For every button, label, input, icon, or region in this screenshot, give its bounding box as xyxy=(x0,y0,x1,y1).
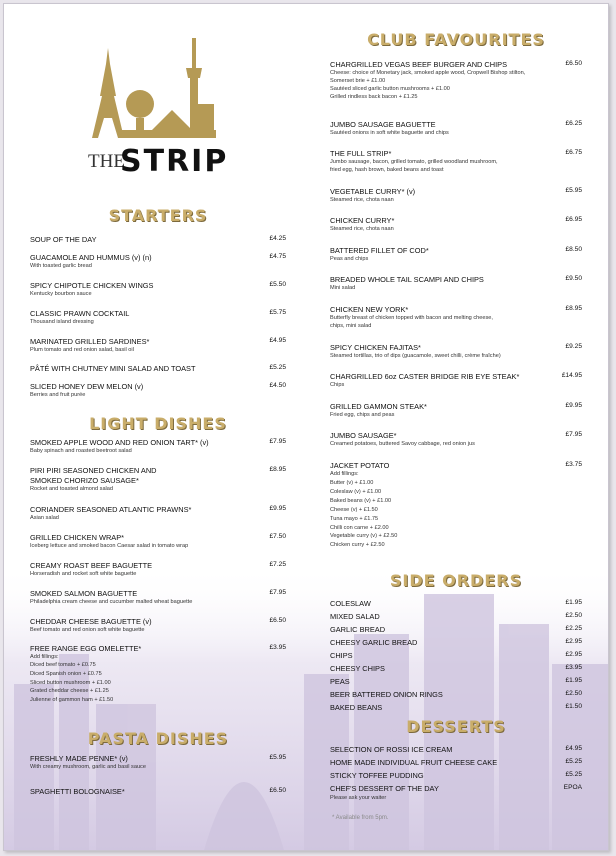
menu-item-price: £2.95 xyxy=(565,651,582,658)
menu-item-description: Somerset brie + £1.00 xyxy=(330,78,386,84)
filling-option: Chicken curry + £2.50 xyxy=(330,542,385,549)
menu-item-price: £6.25 xyxy=(565,120,582,127)
menu-item-description: Add fillings: xyxy=(330,471,359,477)
menu-item-price: £9.95 xyxy=(565,402,582,409)
menu-item xyxy=(30,235,286,255)
menu-item-price: £6.75 xyxy=(565,149,582,156)
section-title-side-orders: SIDE ORDERS xyxy=(389,571,523,590)
menu-item-name-line2: SMOKED CHORIZO SAUSAGE* xyxy=(30,476,139,485)
menu-item-description: Beef tomato and red onion soft white baguette xyxy=(30,627,145,633)
menu-item xyxy=(30,589,286,609)
menu-item-price: £5.50 xyxy=(269,281,286,288)
footnote: * Available from 5pm. xyxy=(332,815,389,821)
menu-item-price: £5.25 xyxy=(565,771,582,778)
menu-item-description: chips, mini salad xyxy=(330,323,372,329)
section-title-starters: STARTERS xyxy=(108,206,208,225)
filling-option: Grated cheddar cheese + £1.25 xyxy=(30,688,109,695)
filling-option: Diced beef tomato + £0.75 xyxy=(30,662,96,668)
logo-strip: STRIP xyxy=(120,144,229,179)
menu-item xyxy=(30,382,286,402)
menu-item xyxy=(330,275,582,295)
menu-item-name: SPICY CHICKEN FAJITAS* xyxy=(330,343,421,352)
menu-item-description: Jumbo sausage, bacon, grilled tomato, grilled woodland mushroom, xyxy=(330,159,498,165)
menu-item-name: CHEDDAR CHEESE BAGUETTE (v) xyxy=(30,617,152,626)
filling-option: Butter (v) + £1.00 xyxy=(330,480,374,486)
menu-item-description: Fried egg, chips and peas xyxy=(330,412,395,418)
menu-item xyxy=(330,703,582,715)
menu-item-description: Steamed tortillas, trio of dips (guacamole, sweet chilli, crème fraîche) xyxy=(330,353,501,359)
menu-item-description: With toasted garlic bread xyxy=(30,263,92,269)
filling-option: Coleslaw (v) + £1.00 xyxy=(330,488,382,495)
menu-item-name: BEER BATTERED ONION RINGS xyxy=(330,690,443,699)
menu-item-price: £3.75 xyxy=(565,461,582,468)
menu-item xyxy=(30,754,286,774)
menu-item xyxy=(30,253,286,273)
menu-item xyxy=(330,149,582,173)
menu-item-name: SPAGHETTI BOLOGNAISE* xyxy=(30,787,125,796)
menu-item-description: Asian salad xyxy=(30,515,59,521)
logo-the: THE xyxy=(88,151,125,172)
menu-item xyxy=(330,120,582,140)
filling-option: Julienne of gammon ham + £1.50 xyxy=(30,697,114,704)
menu-item-price: £3.95 xyxy=(269,644,286,651)
menu-item-description: Sautéed sliced garlic button mushrooms + £1.00 xyxy=(330,86,450,92)
menu-item-price: £7.95 xyxy=(269,438,286,445)
filling-option: Cheese (v) + £1.50 xyxy=(330,506,378,513)
menu-item xyxy=(330,664,582,676)
menu-item-description: Berries and fruit purée xyxy=(30,392,86,398)
menu-item-name: CHIPS xyxy=(330,651,353,660)
menu-item xyxy=(330,651,582,663)
menu-item-description: Grilled rindless back bacon + £1.25 xyxy=(330,94,418,100)
menu-item-description: Kentucky bourbon sauce xyxy=(30,291,92,297)
menu-item-price: £4.95 xyxy=(565,745,582,752)
section-title-desserts: DESSERTS xyxy=(406,717,506,736)
menu-item-price: £2.50 xyxy=(565,690,582,697)
menu-item-price: £8.95 xyxy=(269,466,286,473)
menu-item-name: CREAMY ROAST BEEF BAGUETTE xyxy=(30,561,153,570)
menu-item-price: £4.75 xyxy=(269,253,286,260)
menu-item xyxy=(30,787,286,807)
menu-item-name: STICKY TOFFEE PUDDING xyxy=(330,771,424,780)
menu-item-name: GARLIC BREAD xyxy=(330,625,386,634)
menu-item-price: £5.75 xyxy=(269,309,286,316)
menu-item-price: £9.25 xyxy=(565,343,582,350)
menu-item-price: £7.95 xyxy=(565,431,582,438)
menu-item-price: £3.95 xyxy=(565,664,582,671)
menu-item-description: Thousand island dressing xyxy=(30,319,94,325)
menu-item-name: GRILLED GAMMON STEAK* xyxy=(330,402,427,411)
menu-item xyxy=(30,533,286,553)
menu-item-description: Plum tomato and red onion salad, basil oil xyxy=(30,347,134,353)
menu-item-description: Horseradish and rocket soft white baguette xyxy=(30,571,137,577)
menu-item xyxy=(330,402,582,422)
menu-item-name: CLASSIC PRAWN COCKTAIL xyxy=(30,309,130,318)
filling-option: Sliced button mushroom + £1.00 xyxy=(30,679,111,686)
menu-item-price: £4.25 xyxy=(269,235,286,242)
menu-item-price: £7.25 xyxy=(269,561,286,568)
menu-item-description: fried egg, hash brown, baked beans and toast xyxy=(330,167,444,173)
menu-item xyxy=(330,784,582,804)
menu-item-name: PÂTÉ WITH CHUTNEY MINI SALAD AND TOAST xyxy=(30,364,196,373)
filling-option: Baked beans (v) + £1.00 xyxy=(330,497,392,504)
menu-item xyxy=(30,309,286,329)
menu-item-name: GRILLED CHICKEN WRAP* xyxy=(30,533,125,542)
menu-item-price: £14.95 xyxy=(561,372,582,379)
menu-item xyxy=(30,281,286,301)
menu-item xyxy=(330,638,582,650)
section-title-light-dishes: LIGHT DISHES xyxy=(89,414,227,433)
menu-item-name: CHEESY CHIPS xyxy=(330,664,385,673)
menu-item-price: £9.95 xyxy=(269,505,286,512)
menu-item-price: £5.95 xyxy=(565,187,582,194)
menu-item-name: CHICKEN CURRY* xyxy=(330,216,395,225)
menu-item-description: Sautéed onions in soft white baguette and chips xyxy=(330,130,449,136)
menu-item-price: £4.95 xyxy=(269,337,286,344)
menu-item-name: BATTERED FILLET OF COD* xyxy=(330,246,429,255)
menu-item-name: JUMBO SAUSAGE BAGUETTE xyxy=(330,120,436,129)
menu-item-price: £8.50 xyxy=(565,246,582,253)
menu-item-name: SMOKED APPLE WOOD AND RED ONION TART* (v) xyxy=(30,438,209,447)
menu-item-price: £5.25 xyxy=(565,758,582,765)
menu-item-name: HOME MADE INDIVIDUAL FRUIT CHEESE CAKE xyxy=(330,758,498,767)
menu-item xyxy=(330,372,582,392)
menu-item xyxy=(330,60,582,100)
menu-item-name: THE FULL STRIP* xyxy=(330,149,392,158)
menu-item-name: MARINATED GRILLED SARDINES* xyxy=(30,337,150,346)
filling-option: Vegetable curry (v) + £2.50 xyxy=(330,533,398,540)
menu-item xyxy=(30,617,286,637)
menu-item-price: £6.50 xyxy=(269,617,286,624)
menu-item xyxy=(330,431,582,451)
menu-item-price: £9.50 xyxy=(565,275,582,282)
right-column xyxy=(330,4,582,850)
menu-item-name: SMOKED SALMON BAGUETTE xyxy=(30,589,138,598)
menu-item-name: CHEESY GARLIC BREAD xyxy=(330,638,418,647)
menu-item-price: £4.50 xyxy=(269,382,286,389)
menu-item-name: JUMBO SAUSAGE* xyxy=(330,431,397,440)
filling-option: Tuna mayo + £1.75 xyxy=(330,515,379,522)
menu-item xyxy=(330,690,582,702)
menu-item xyxy=(30,337,286,357)
menu-item-price: £2.95 xyxy=(565,638,582,645)
menu-item-price: £6.95 xyxy=(565,216,582,223)
menu-item-name: PEAS xyxy=(330,677,350,686)
section-title-pasta-dishes: PASTA DISHES xyxy=(87,729,229,748)
menu-item xyxy=(330,343,582,363)
menu-item-price: £2.25 xyxy=(565,625,582,632)
menu-item-description: Mini salad xyxy=(330,285,356,291)
menu-item xyxy=(330,246,582,266)
filling-option: Diced Spanish onion + £0.75 xyxy=(30,670,102,677)
menu-item xyxy=(30,364,286,384)
menu-item-price: £7.50 xyxy=(269,533,286,540)
menu-item-description: Philadelphia cream cheese and cucumber malted wheat baguette xyxy=(30,599,193,605)
menu-item xyxy=(330,625,582,637)
filling-option: Chilli con carne + £2.00 xyxy=(330,524,389,531)
menu-item xyxy=(30,438,286,458)
menu-item xyxy=(330,677,582,689)
menu-item xyxy=(330,461,582,481)
menu-item-name: VEGETABLE CURRY* (v) xyxy=(330,187,416,196)
menu-item-name: SELECTION OF ROSSI ICE CREAM xyxy=(330,745,453,754)
menu-item xyxy=(30,466,286,492)
menu-item-name: CHICKEN NEW YORK* xyxy=(330,305,409,314)
menu-item-name: CORIANDER SEASONED ATLANTIC PRAWNS* xyxy=(30,505,192,514)
menu-item xyxy=(330,599,582,611)
menu-item-price: EPOA xyxy=(563,784,582,791)
menu-item-price: £8.95 xyxy=(565,305,582,312)
menu-item xyxy=(30,561,286,581)
menu-page xyxy=(3,3,609,851)
menu-item-price: £1.95 xyxy=(565,677,582,684)
menu-item-name: FRESHLY MADE PENNE* (v) xyxy=(30,754,128,763)
menu-item-description: Iceberg lettuce and smoked bacon Caesar salad in tomato wrap xyxy=(30,543,189,549)
menu-item xyxy=(330,612,582,624)
menu-item-description: Add fillings: xyxy=(30,654,59,660)
menu-item-name: BAKED BEANS xyxy=(330,703,383,712)
menu-item xyxy=(30,505,286,525)
menu-item-name: PIRI PIRI SEASONED CHICKEN AND xyxy=(30,466,157,475)
menu-item-name: MIXED SALAD xyxy=(330,612,380,621)
menu-item-price: £5.95 xyxy=(269,754,286,761)
menu-item xyxy=(30,644,286,664)
menu-item-description: Steamed rice, chota naan xyxy=(330,197,394,203)
menu-item-name: BREADED WHOLE TAIL SCAMPI AND CHIPS xyxy=(330,275,484,284)
menu-item-name: CHARGRILLED VEGAS BEEF BURGER AND CHIPS xyxy=(330,60,508,69)
menu-item-price: £1.50 xyxy=(565,703,582,710)
menu-item-name: SLICED HONEY DEW MELON (v) xyxy=(30,382,144,391)
menu-item-name: FREE RANGE EGG OMELETTE* xyxy=(30,644,142,653)
section-title-club-favourites: CLUB FAVOURITES xyxy=(367,30,545,49)
menu-item-name: JACKET POTATO xyxy=(330,461,390,470)
menu-item-name: CHARGRILLED 6oz CASTER BRIDGE RIB EYE STEAK* xyxy=(330,372,520,381)
menu-item-description: Chips xyxy=(330,382,345,388)
menu-item-name: GUACAMOLE AND HUMMUS (v) (n) xyxy=(30,253,152,262)
menu-item-description: Peas and chips xyxy=(330,256,369,262)
menu-item xyxy=(330,305,582,329)
menu-item xyxy=(330,216,582,236)
menu-item-description: Please ask your waiter xyxy=(330,795,387,801)
menu-item xyxy=(330,187,582,207)
menu-item-description: Steamed rice, chota naan xyxy=(330,226,394,232)
left-column xyxy=(30,4,286,850)
menu-item-description: Cheese: choice of Monetary jack, smoked apple wood, Cropwell Bishop stilton, xyxy=(330,70,526,76)
menu-item-description: Rocket and toasted almond salad xyxy=(30,486,114,492)
menu-item-description: With creamy mushroom, garlic and basil sauce xyxy=(30,764,146,770)
menu-item-name: SPICY CHIPOTLE CHICKEN WINGS xyxy=(30,281,154,290)
menu-item-description: Creamed potatoes, buttered Savoy cabbage, red onion jus xyxy=(330,441,475,447)
menu-item-price: £7.95 xyxy=(269,589,286,596)
menu-item-price: £6.50 xyxy=(269,787,286,794)
menu-item-price: £6.50 xyxy=(565,60,582,67)
menu-item-description: Butterfly breast of chicken topped with bacon and melting cheese, xyxy=(330,315,493,321)
menu-item-price: £5.25 xyxy=(269,364,286,371)
menu-item-name: CHEF'S DESSERT OF THE DAY xyxy=(330,784,439,793)
menu-item-price: £1.95 xyxy=(565,599,582,606)
menu-item-price: £2.50 xyxy=(565,612,582,619)
menu-item-description: Baby spinach and roasted beetroot salad xyxy=(30,448,132,454)
menu-item-name: COLESLAW xyxy=(330,599,371,608)
menu-item-name: SOUP OF THE DAY xyxy=(30,235,97,244)
